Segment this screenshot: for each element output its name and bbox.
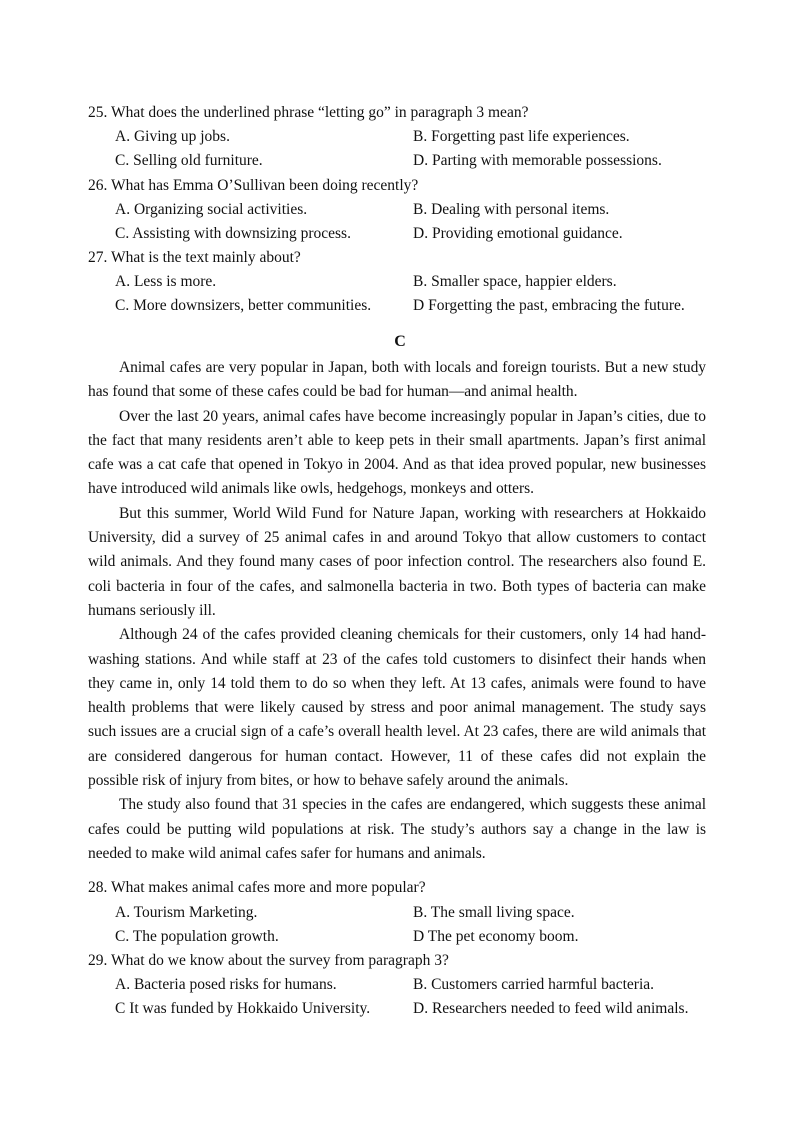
reading-passage — [88, 356, 706, 866]
question-26-stem: 26. What has Emma O’Sullivan been doing recently? — [88, 177, 419, 194]
passage-paragraph-1: Animal cafes are very popular in Japan, both with locals and foreign tourists. But a new study has found that some of these cafes could be bad for human—and animal health. — [88, 359, 706, 401]
question-25-option-c: C. Selling old furniture. — [115, 152, 263, 169]
question-26-option-a: A. Organizing social activities. — [115, 201, 308, 218]
section-title: C — [394, 333, 406, 350]
question-28-option-d: D The pet economy boom. — [413, 928, 579, 945]
question-28-option-a: A. Tourism Marketing. — [115, 904, 258, 921]
question-25-option-b: B. Forgetting past life experiences. — [413, 128, 630, 145]
passage-paragraph-2: Over the last 20 years, animal cafes have become increasingly popular in Japan’s cities, due to the fact that many residents aren’t able to keep pets in their small apartments. Japan’s first animal cafe was a cat cafe that opened in Tokyo in 2004. And as that idea proved popular, new businesses have introduced wild animals like owls, hedgehogs, monkeys and otters. — [88, 407, 706, 498]
question-28-option-c: C. The population growth. — [115, 928, 279, 945]
question-25-option-d: D. Parting with memorable possessions. — [413, 152, 662, 169]
question-28-stem: 28. What makes animal cafes more and more popular? — [88, 879, 426, 896]
question-26-option-d: D. Providing emotional guidance. — [413, 225, 623, 242]
question-27-option-c: C. More downsizers, better communities. — [115, 297, 372, 314]
question-28-option-b: B. The small living space. — [413, 904, 575, 921]
question-27-option-a: A. Less is more. — [115, 273, 217, 290]
passage-paragraph-4: Although 24 of the cafes provided cleaning chemicals for their customers, only 14 had hand-washing stations. And while staff at 23 of the cafes told customers to disinfect their hands when they came in, only 14 told them to do so when they left. At 13 cafes, animals were found to have health problems that were likely caused by stress and poor animal management. The study says such issues are a crucial sign of a cafe’s overall health level. At 23 cafes, there are wild animals that are considered dangerous for human contact. However, 11 of these cafes did not explain the possible risk of injury from bites, or how to behave safely around the animals. — [88, 626, 706, 790]
question-29-option-a: A. Bacteria posed risks for humans. — [115, 976, 337, 993]
question-29-option-d: D. Researchers needed to feed wild animals. — [413, 1000, 689, 1017]
question-29-stem: 29. What do we know about the survey from paragraph 3? — [88, 952, 449, 969]
question-26-option-c: C. Assisting with downsizing process. — [115, 225, 351, 242]
question-25-option-a: A. Giving up jobs. — [115, 128, 230, 145]
question-26-option-b: B. Dealing with personal items. — [413, 201, 610, 218]
passage-paragraph-3: But this summer, World Wild Fund for Nature Japan, working with researchers at Hokkaido University, did a survey of 25 animal cafes in and around Tokyo that allow customers to contact wild animals. And they found many cases of poor infection control. The researchers also found E. coli bacteria in four of the cafes, and salmonella bacteria in two. Both types of bacteria can make humans seriously ill. — [88, 504, 706, 619]
question-27-stem: 27. What is the text mainly about? — [88, 249, 301, 266]
question-29-option-b: B. Customers carried harmful bacteria. — [413, 976, 655, 993]
passage-paragraph-5: The study also found that 31 species in the cafes are endangered, which suggests these animal cafes could be putting wild populations at risk. The study’s authors say a change in the law is needed to make wild animal cafes safer for humans and animals. — [88, 796, 706, 862]
question-27-option-d: D Forgetting the past, embracing the future. — [413, 297, 685, 314]
question-29-option-c: C It was funded by Hokkaido University. — [115, 1000, 371, 1017]
question-27-option-b: B. Smaller space, happier elders. — [413, 273, 617, 290]
question-25-stem: 25. What does the underlined phrase “letting go” in paragraph 3 mean? — [88, 104, 529, 121]
